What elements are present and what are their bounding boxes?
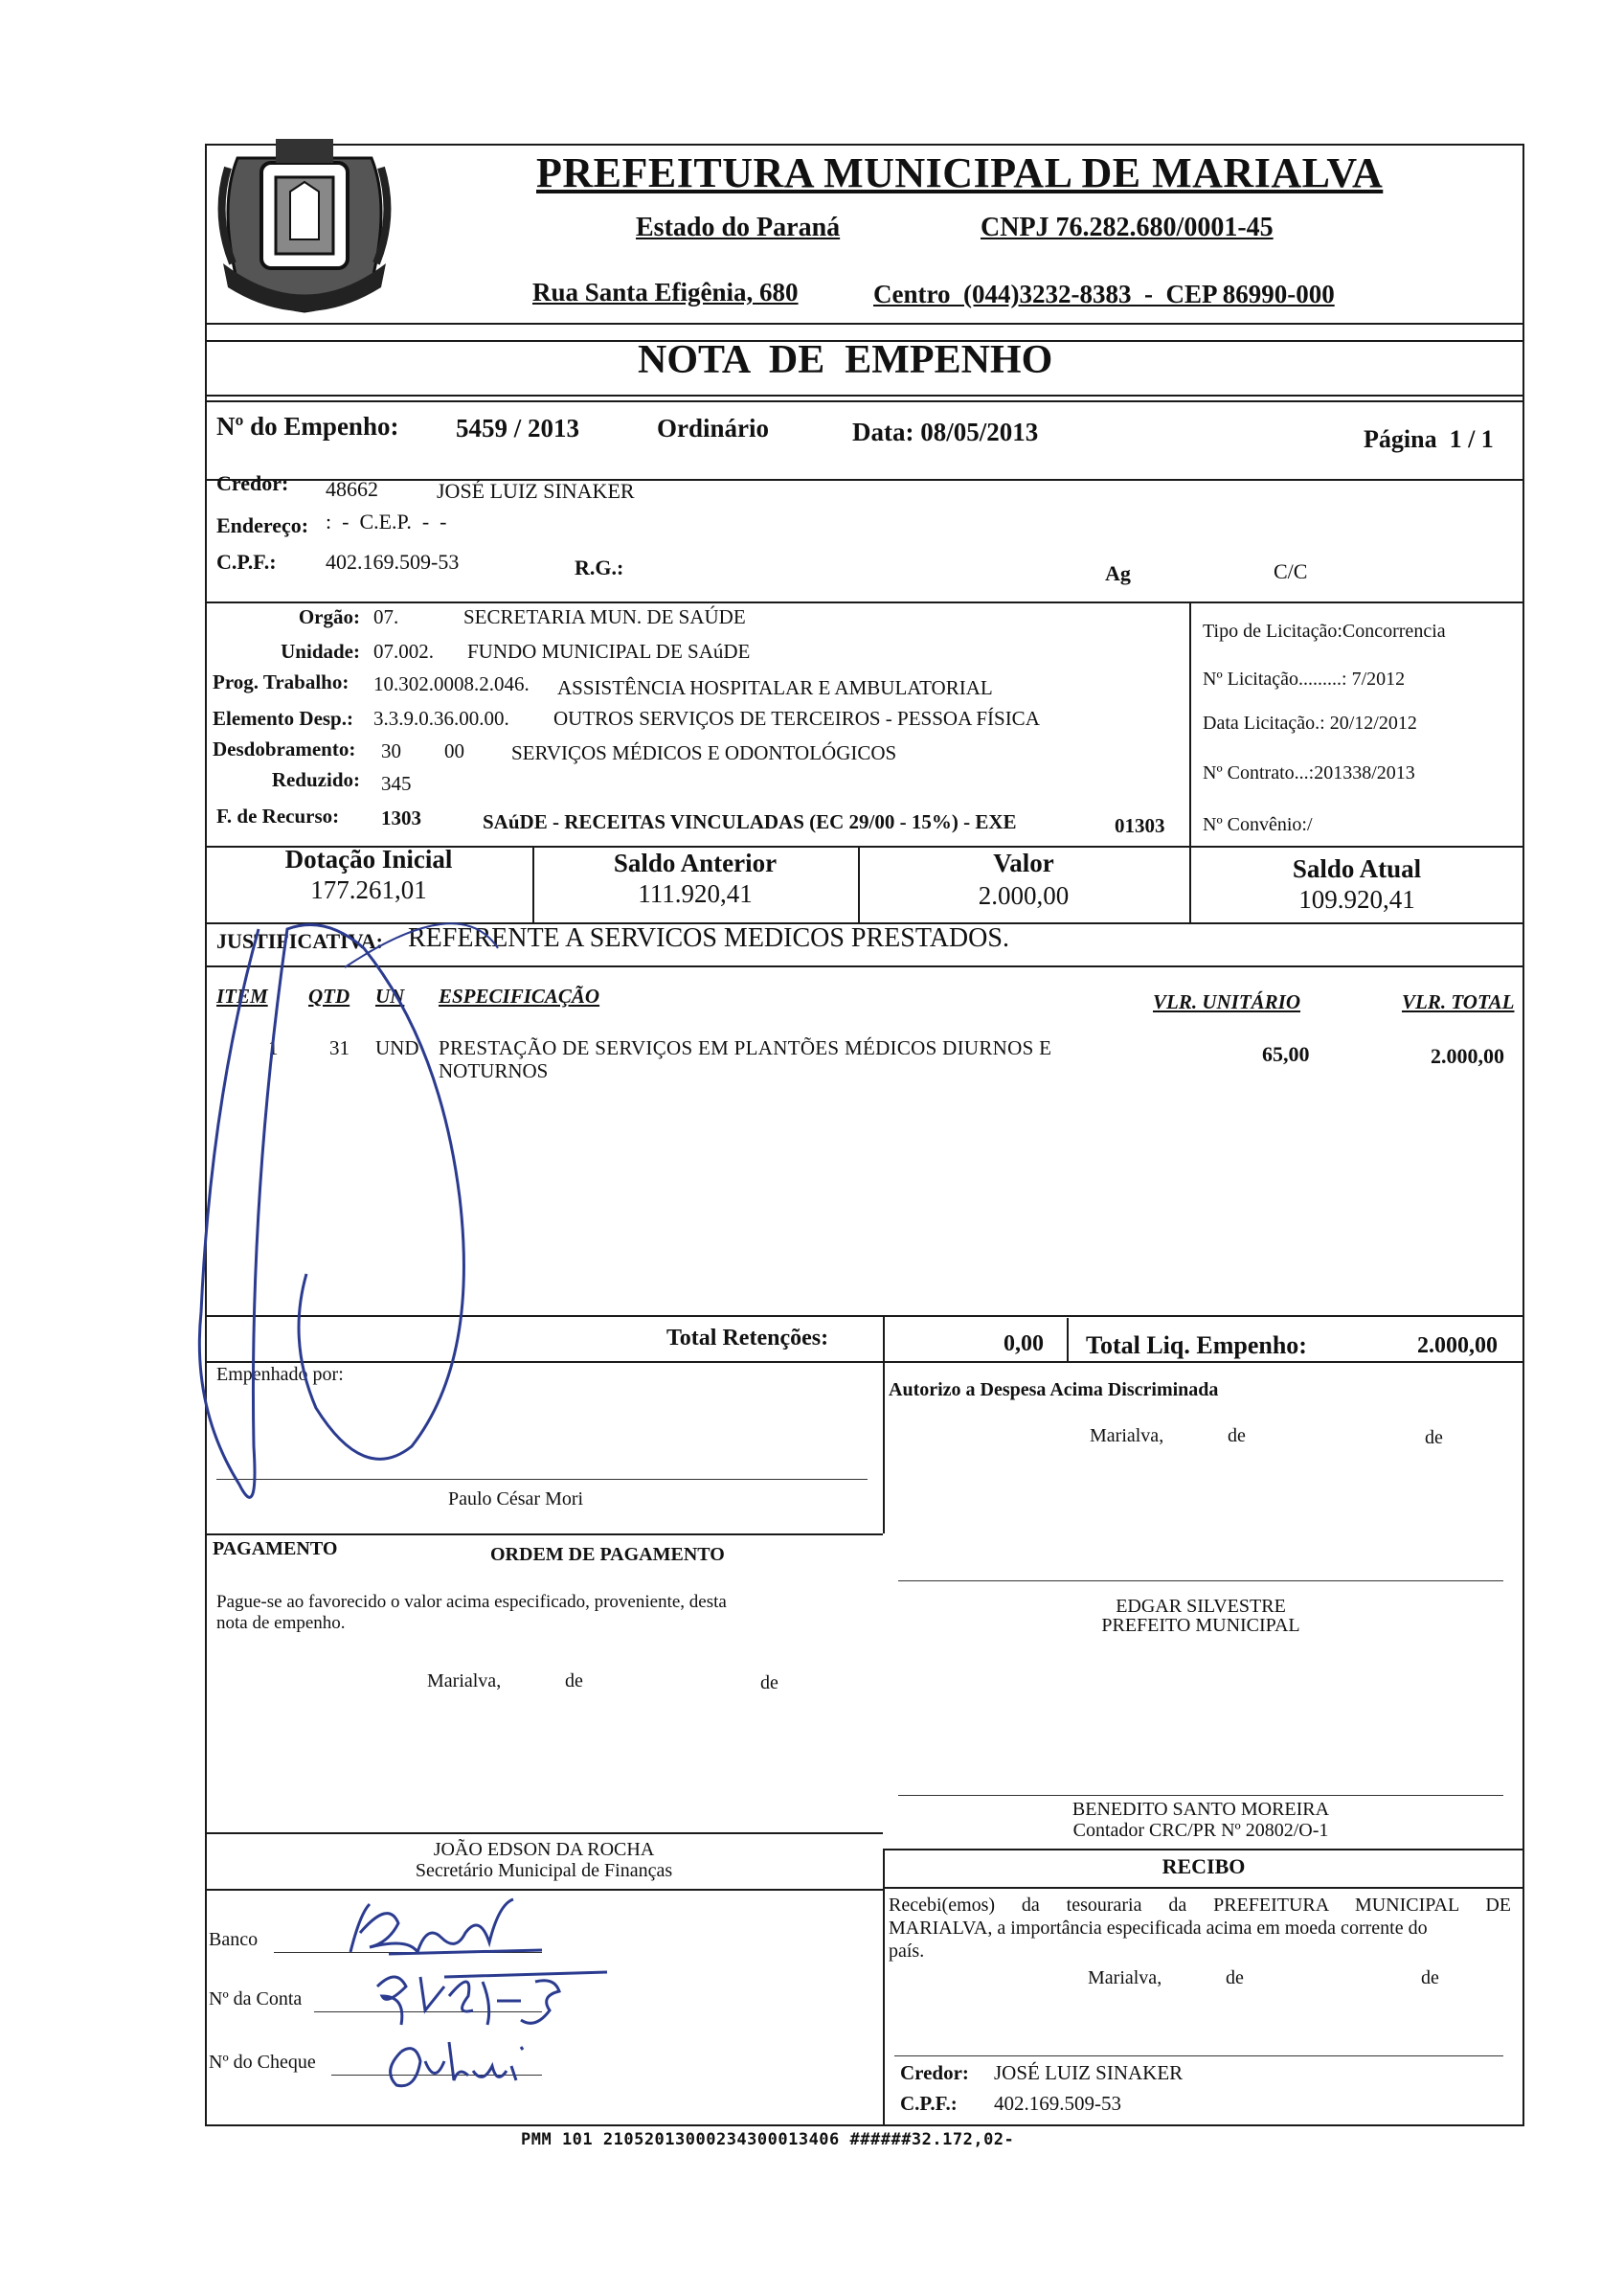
item-espec-line2: NOTURNOS (439, 1059, 549, 1082)
handwritten-cheque (377, 2032, 588, 2100)
page-number: Página 1 / 1 (1364, 425, 1494, 453)
autorizo-label: Autorizo a Despesa Acima Discriminada (889, 1379, 1219, 1400)
credor-name: JOSÉ LUIZ SINAKER (437, 479, 635, 503)
licitacao-convenio: Nº Convênio:/ (1203, 814, 1313, 835)
empenho-date: Data: 08/05/2013 (852, 418, 1039, 446)
handwritten-signature (172, 910, 651, 1542)
total-retencoes-value: 0,00 (1004, 1331, 1044, 1356)
prog-code: 10.302.0008.2.046. (373, 672, 530, 695)
recibo-cpf-label: C.P.F.: (900, 2092, 958, 2115)
pagamento-text2: nota de empenho. (216, 1613, 346, 1633)
orgao-name: SECRETARIA MUN. DE SAÚDE (463, 605, 746, 628)
handwritten-conta (368, 1958, 626, 2034)
prog-label: Prog. Trabalho: (213, 670, 350, 693)
cc-label: C/C (1274, 559, 1308, 583)
pagamento-label: PAGAMENTO (213, 1538, 338, 1559)
desdobramento-label: Desdobramento: (213, 738, 356, 760)
contador-name: BENEDITO SANTO MOREIRA (1071, 1799, 1330, 1820)
elemento-name: OUTROS SERVIÇOS DE TERCEIROS - PESSOA FÍSICA (553, 707, 1040, 730)
valor-value: 2.000,00 (978, 881, 1070, 910)
header-district-phone: Centro (044)3232-8383 - CEP 86990-000 (873, 280, 1335, 308)
col-header-vlr-unitario: VLR. UNITÁRIO (1153, 990, 1301, 1013)
empenho-number: 5459 / 2013 (456, 414, 580, 443)
autorizo-de2: de (1425, 1427, 1443, 1448)
col-header-especificacao: ESPECIFICAÇÃO (439, 985, 600, 1008)
dotacao-value: 177.261,01 (310, 875, 427, 904)
col-header-qtd: QTD (308, 985, 350, 1008)
orgao-code: 07. (373, 605, 399, 628)
pagamento-de2: de (760, 1672, 778, 1693)
recibo-line2: MARIALVA, a importância especificada acima em moeda corrente do (889, 1918, 1428, 1939)
recibo-cpf-value: 402.169.509-53 (994, 2092, 1121, 2115)
col-header-item: ITEM (216, 985, 268, 1008)
fonte-name: SAúDE - RECEITAS VINCULADAS (EC 29/00 - 15%) - EXE (483, 810, 1017, 833)
saldo-atual-value: 109.920,41 (1298, 885, 1415, 914)
credor-code: 48662 (326, 477, 378, 501)
header-cnpj: CNPJ 76.282.680/0001-45 (981, 213, 1274, 242)
saldo-atual-label: Saldo Atual (1292, 854, 1422, 883)
col-header-un: UN (375, 985, 405, 1008)
unidade-name: FUNDO MUNICIPAL DE SAúDE (467, 640, 751, 663)
ordem-pagamento-label: ORDEM DE PAGAMENTO (490, 1544, 725, 1565)
justificativa-text: REFERENTE A SERVICOS MEDICOS PRESTADOS. (408, 923, 1009, 953)
recibo-credor-label: Credor: (900, 2061, 969, 2084)
cpf-label: C.P.F.: (216, 550, 277, 574)
banco-label: Banco (209, 1929, 259, 1950)
doc-title: NOTA DE EMPENHO (638, 338, 1053, 382)
elemento-code: 3.3.9.0.36.00.00. (373, 707, 509, 730)
empenho-label: Nº do Empenho: (216, 412, 399, 441)
credor-label: Credor: (216, 471, 289, 495)
recibo-de1: de (1226, 1967, 1244, 1988)
desdobramento-name: SERVIÇOS MÉDICOS E ODONTOLÓGICOS (511, 741, 897, 764)
cheque-label: Nº do Cheque (209, 2052, 316, 2073)
total-liq-value: 2.000,00 (1417, 1333, 1498, 1358)
item-qtd: 31 (329, 1036, 350, 1059)
header-state: Estado do Paraná (636, 213, 841, 242)
pagamento-de1: de (565, 1670, 583, 1691)
empenho-type: Ordinário (657, 414, 770, 443)
recibo-line1: Recebi(emos) da tesouraria da PREFEITURA MUNICIPAL DE (889, 1895, 1511, 1916)
saldo-anterior-label: Saldo Anterior (613, 849, 778, 877)
prefeito-role: PREFEITO MUNICIPAL (1101, 1615, 1300, 1636)
reduzido-label: Reduzido: (271, 768, 360, 791)
recibo-de2: de (1421, 1967, 1439, 1988)
fonte-code: 1303 (381, 806, 421, 829)
endereco-value: : - C.E.P. - - (326, 510, 447, 533)
licitacao-tipo: Tipo de Licitação:Concorrencia (1203, 621, 1446, 642)
footer-code: PMM 101 21052013000234300013406 ######32.172,02- (521, 2130, 1015, 2149)
header-title: PREFEITURA MUNICIPAL DE MARIALVA (536, 149, 1384, 196)
conta-label: Nº da Conta (209, 1988, 303, 2009)
fonte-label: F. de Recurso: (216, 805, 340, 828)
col-header-vlr-total: VLR. TOTAL (1402, 990, 1515, 1013)
recibo-title: RECIBO (1162, 1854, 1246, 1878)
item-espec-line1: PRESTAÇÃO DE SERVIÇOS EM PLANTÕES MÉDICOS DIURNOS E (439, 1036, 1052, 1059)
licitacao-contrato: Nº Contrato...:201338/2013 (1203, 762, 1415, 783)
empenhado-name: Paulo César Mori (448, 1488, 584, 1510)
reduzido-value: 345 (381, 772, 412, 795)
pagamento-place: Marialva, (427, 1670, 502, 1691)
valor-label: Valor (993, 849, 1054, 877)
cpf-value: 402.169.509-53 (326, 550, 460, 574)
justificativa-label: JUSTIFICATIVA: (216, 929, 384, 953)
unidade-label: Unidade: (281, 640, 360, 663)
secretario-name: JOÃO EDSON DA ROCHA (433, 1839, 655, 1860)
total-liq-label: Total Liq. Empenho: (1086, 1331, 1307, 1359)
rg-label: R.G.: (575, 556, 624, 579)
empenhado-label: Empenhado por: (216, 1364, 344, 1385)
endereco-label: Endereço: (216, 513, 309, 537)
item-un: UND (375, 1036, 419, 1059)
total-retencoes-label: Total Retenções: (666, 1326, 829, 1351)
recibo-line3: país. (889, 1941, 925, 1962)
desdobramento-a: 30 (381, 739, 401, 762)
recibo-credor-value: JOSÉ LUIZ SINAKER (994, 2061, 1184, 2084)
item-number: 1 (268, 1036, 279, 1059)
pagamento-text1: Pague-se ao favorecido o valor acima especificado, proveniente, desta (216, 1592, 727, 1612)
dotacao-label: Dotação Inicial (284, 845, 453, 874)
autorizo-place: Marialva, (1090, 1425, 1164, 1446)
desdobramento-b: 00 (444, 739, 464, 762)
fonte-code2: 01303 (1115, 814, 1165, 837)
coat-of-arms-emblem (209, 120, 400, 330)
autorizo-de1: de (1228, 1425, 1246, 1446)
secretario-role: Secretário Municipal de Finanças (415, 1860, 673, 1881)
header-address: Rua Santa Efigênia, 680 (532, 278, 799, 306)
item-vlr-unitario: 65,00 (1262, 1042, 1310, 1066)
licitacao-data: Data Licitação.: 20/12/2012 (1203, 713, 1417, 734)
recibo-place: Marialva, (1088, 1967, 1162, 1988)
elemento-label: Elemento Desp.: (213, 707, 353, 730)
prog-name: ASSISTÊNCIA HOSPITALAR E AMBULATORIAL (557, 676, 993, 699)
contador-role: Contador CRC/PR Nº 20802/O-1 (1072, 1820, 1329, 1841)
prefeito-name: EDGAR SILVESTRE (1116, 1596, 1286, 1617)
licitacao-numero: Nº Licitação.........: 7/2012 (1203, 669, 1406, 690)
ag-label: Ag (1105, 561, 1131, 585)
saldo-anterior-value: 111.920,41 (638, 879, 753, 908)
item-vlr-total: 2.000,00 (1431, 1044, 1504, 1068)
unidade-code: 07.002. (373, 640, 434, 663)
orgao-label: Orgão: (298, 605, 360, 628)
